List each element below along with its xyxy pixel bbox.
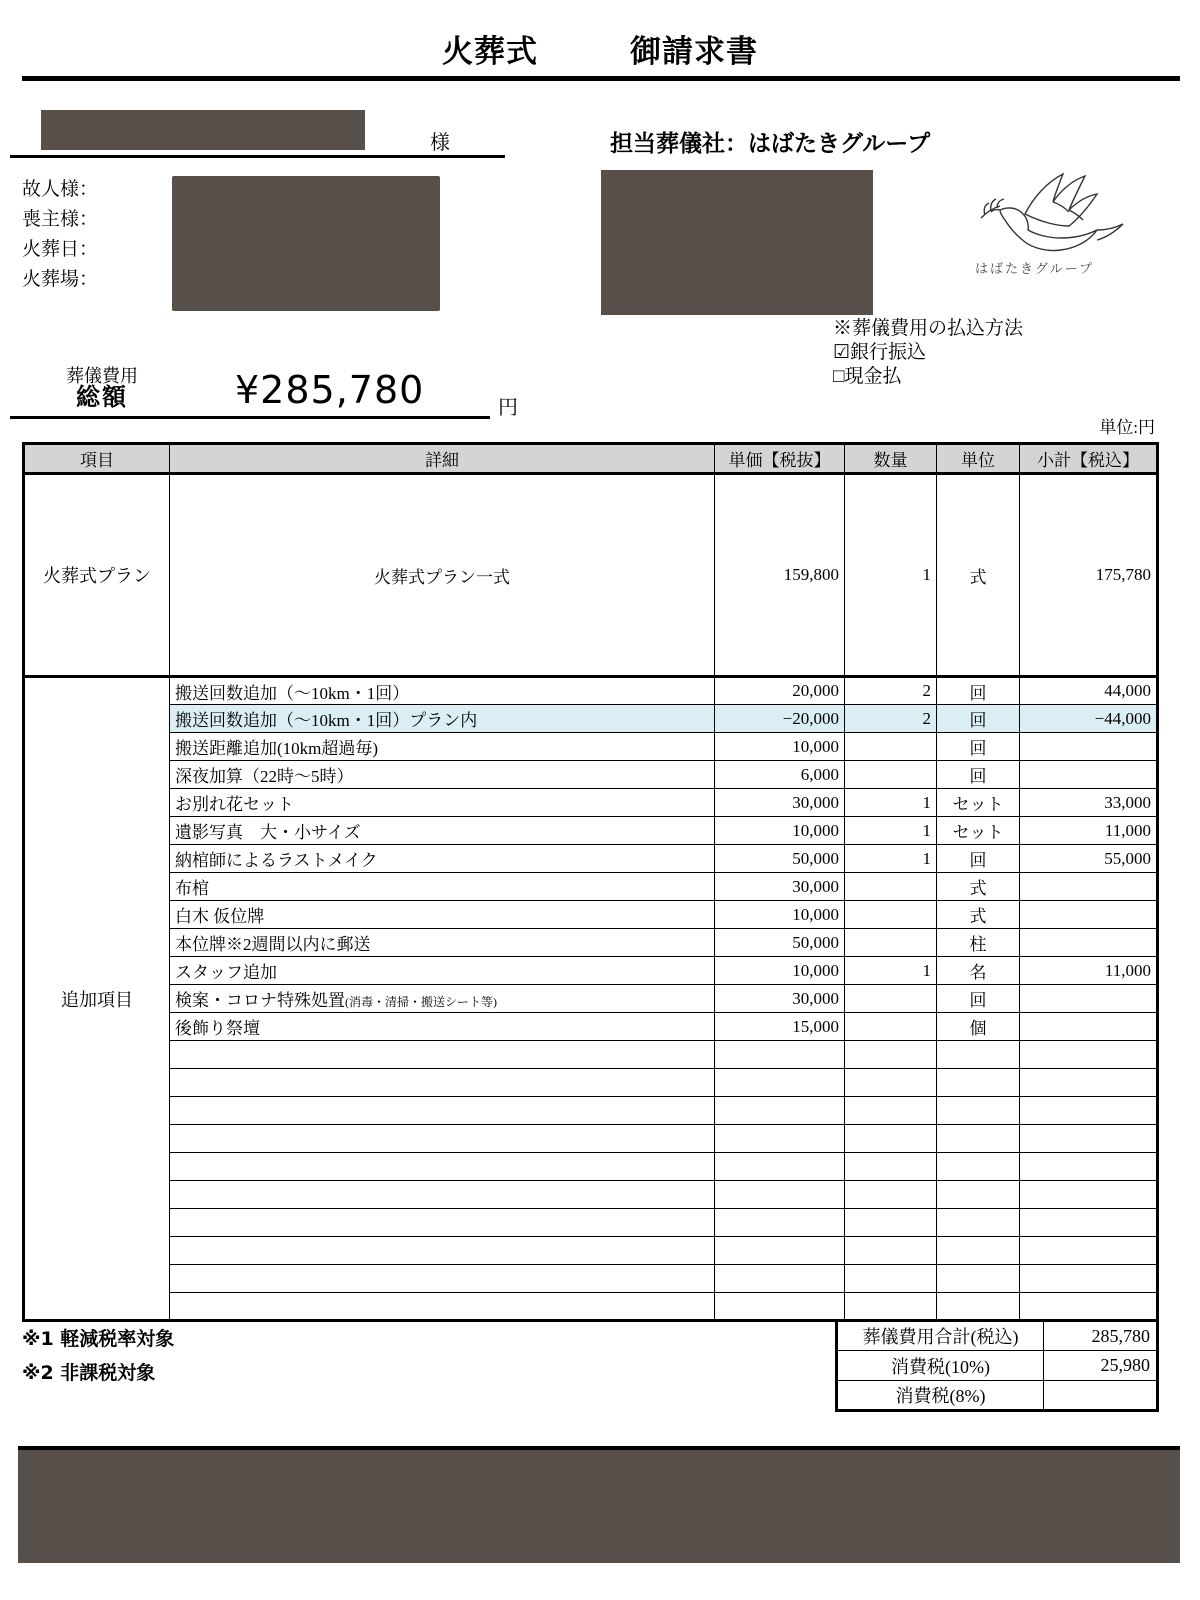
totals-row-tax10 (837, 1351, 1158, 1381)
row-subtotal (1020, 1125, 1158, 1153)
additional-items-category: 追加項目 (24, 677, 170, 1321)
table-row (24, 1041, 1158, 1069)
row-price: 50,000 (715, 845, 845, 873)
table-body (24, 474, 1158, 1321)
row-subtotal: −44,000 (1020, 705, 1158, 733)
row-price: 10,000 (715, 901, 845, 929)
row-unit: 回 (937, 733, 1020, 761)
row-unit (937, 1181, 1020, 1209)
table-row (24, 1125, 1158, 1153)
row-unit: 回 (937, 761, 1020, 789)
row-price (715, 1265, 845, 1293)
deceased-info-redaction (172, 176, 440, 311)
totals-value-grand: 285,780 (1044, 1321, 1158, 1351)
row-quantity (845, 1237, 937, 1265)
grand-total-amount: ¥285,780 (235, 368, 425, 412)
column-header-detail: 詳細 (170, 444, 715, 474)
row-detail (170, 1153, 715, 1181)
row-price: 6,000 (715, 761, 845, 789)
table-row (24, 677, 1158, 705)
row-detail (170, 1209, 715, 1237)
row-subtotal (1020, 1265, 1158, 1293)
totals-value-tax8 (1044, 1381, 1158, 1411)
row-unit (937, 1097, 1020, 1125)
row-quantity (845, 929, 937, 957)
table-row (24, 929, 1158, 957)
plan-subtotal: 175,780 (1020, 474, 1158, 677)
row-price: 30,000 (715, 873, 845, 901)
column-header-price: 単価【税抜】 (715, 444, 845, 474)
row-quantity (845, 733, 937, 761)
row-detail (170, 1181, 715, 1209)
row-quantity: 1 (845, 845, 937, 873)
totals-label-tax8: 消費税(8%) (837, 1381, 1044, 1411)
column-header-unit: 単位 (937, 444, 1020, 474)
checkbox-empty-icon[interactable]: □ (833, 366, 845, 387)
row-subtotal (1020, 761, 1158, 789)
row-subtotal: 11,000 (1020, 817, 1158, 845)
row-price: 50,000 (715, 929, 845, 957)
row-detail (170, 1125, 715, 1153)
row-price: 15,000 (715, 1013, 845, 1041)
row-detail-main: 検案・コロナ特殊処置 (175, 991, 345, 1010)
title-ceremony-type: 火葬式 (442, 34, 538, 69)
totals-table (835, 1319, 1159, 1412)
row-subtotal (1020, 1013, 1158, 1041)
row-subtotal (1020, 1293, 1158, 1321)
row-unit (937, 1041, 1020, 1069)
row-price: 10,000 (715, 817, 845, 845)
row-detail (170, 1237, 715, 1265)
row-unit: 式 (937, 901, 1020, 929)
unit-note: 単位:円 (1099, 418, 1155, 437)
row-subtotal (1020, 1209, 1158, 1237)
table-row (24, 789, 1158, 817)
payment-option-cash-label: 現金払 (844, 366, 902, 387)
payment-method-note: ※葬儀費用の払込方法 (833, 318, 1024, 339)
row-detail: 後飾り祭壇 (170, 1013, 715, 1041)
table-row-plan (24, 474, 1158, 677)
row-unit (937, 1153, 1020, 1181)
row-unit: 個 (937, 1013, 1020, 1041)
label-cremation-date: 火葬日： (22, 239, 99, 260)
row-quantity (845, 1069, 937, 1097)
row-quantity: 2 (845, 677, 937, 705)
row-unit: 回 (937, 705, 1020, 733)
customer-name-redaction (41, 110, 365, 150)
title-document-type: 御請求書 (630, 34, 758, 69)
row-subtotal (1020, 1237, 1158, 1265)
row-subtotal: 55,000 (1020, 845, 1158, 873)
row-subtotal: 33,000 (1020, 789, 1158, 817)
row-subtotal (1020, 733, 1158, 761)
row-unit: セット (937, 817, 1020, 845)
totals-row-tax8 (837, 1381, 1158, 1411)
row-unit: 回 (937, 677, 1020, 705)
row-quantity (845, 1125, 937, 1153)
column-header-subtotal: 小計【税込】 (1020, 444, 1158, 474)
row-subtotal: 44,000 (1020, 677, 1158, 705)
row-price (715, 1237, 845, 1265)
row-price (715, 1153, 845, 1181)
label-deceased: 故人様： (22, 179, 99, 200)
table-row (24, 1265, 1158, 1293)
title-divider (22, 76, 1180, 81)
grand-total-label-small: 葬儀費用 (66, 366, 138, 386)
company-details-redaction (601, 170, 873, 315)
table-row (24, 817, 1158, 845)
table-row (24, 985, 1158, 1013)
row-detail: 布棺 (170, 873, 715, 901)
row-price (715, 1125, 845, 1153)
table-header-row (24, 444, 1158, 474)
row-unit: セット (937, 789, 1020, 817)
payment-option-cash[interactable] (833, 365, 1023, 389)
row-quantity: 1 (845, 817, 937, 845)
table-row (24, 1013, 1158, 1041)
row-price (715, 1209, 845, 1237)
row-subtotal (1020, 1181, 1158, 1209)
totals-label-tax10: 消費税(10%) (837, 1351, 1044, 1381)
row-unit (937, 1265, 1020, 1293)
plan-price: 159,800 (715, 474, 845, 677)
row-quantity (845, 873, 937, 901)
customer-name-underline (10, 155, 505, 158)
footnote-tax-exempt: ※2 非課税対象 (22, 1362, 156, 1384)
table-row (24, 1237, 1158, 1265)
row-price: 30,000 (715, 985, 845, 1013)
row-detail (170, 1097, 715, 1125)
row-detail: 白木 仮位牌 (170, 901, 715, 929)
row-quantity (845, 1181, 937, 1209)
row-subtotal (1020, 1153, 1158, 1181)
row-unit (937, 1125, 1020, 1153)
row-unit: 回 (937, 985, 1020, 1013)
table-row (24, 1209, 1158, 1237)
grand-total-currency-suffix: 円 (498, 397, 518, 419)
totals-value-tax10: 25,980 (1044, 1351, 1158, 1381)
row-price (715, 1181, 845, 1209)
footnotes (22, 1322, 174, 1390)
row-detail (170, 1069, 715, 1097)
row-price: 30,000 (715, 789, 845, 817)
row-subtotal (1020, 873, 1158, 901)
row-detail: 本位牌※2週間以内に郵送 (170, 929, 715, 957)
row-detail (170, 1293, 715, 1321)
row-detail: 遺影写真 大・小サイズ (170, 817, 715, 845)
column-header-item: 項目 (24, 444, 170, 474)
row-quantity (845, 1153, 937, 1181)
row-quantity (845, 1209, 937, 1237)
row-unit: 柱 (937, 929, 1020, 957)
customer-honorific: 様 (430, 132, 450, 154)
table-row (24, 761, 1158, 789)
row-subtotal (1020, 985, 1158, 1013)
row-quantity (845, 1265, 937, 1293)
row-price (715, 1069, 845, 1097)
row-unit (937, 1069, 1020, 1097)
row-quantity: 2 (845, 705, 937, 733)
row-quantity (845, 1293, 937, 1321)
row-detail: スタッフ追加 (170, 957, 715, 985)
row-detail: 深夜加算（22時～5時） (170, 761, 715, 789)
row-quantity (845, 1013, 937, 1041)
row-detail-note: (消毒・清掃・搬送シート等) (345, 995, 497, 1009)
row-unit: 名 (937, 957, 1020, 985)
row-price (715, 1041, 845, 1069)
totals-row-grand (837, 1321, 1158, 1351)
table-row (24, 901, 1158, 929)
plan-unit: 式 (937, 474, 1020, 677)
row-price: 10,000 (715, 957, 845, 985)
row-price (715, 1097, 845, 1125)
table-row (24, 1153, 1158, 1181)
table-row (24, 957, 1158, 985)
payment-option-bank-label: 銀行振込 (850, 342, 927, 363)
row-subtotal: 11,000 (1020, 957, 1158, 985)
grand-total-label-big: 総額 (76, 385, 128, 411)
page-title (0, 26, 1200, 71)
table-row (24, 1097, 1158, 1125)
grand-total-underline (10, 416, 490, 419)
row-unit (937, 1237, 1020, 1265)
row-detail (170, 1265, 715, 1293)
grand-total-label (54, 365, 150, 409)
row-detail (170, 985, 715, 1013)
table-row (24, 873, 1158, 901)
funeral-company-label: 担当葬儀社：はばたきグループ (610, 131, 931, 157)
table-row (24, 1069, 1158, 1097)
invoice-items-table (22, 442, 1159, 1322)
row-subtotal (1020, 929, 1158, 957)
table-row (24, 1181, 1158, 1209)
footer-redaction (18, 1446, 1180, 1563)
row-detail: 搬送回数追加（～10km・1回） (170, 677, 715, 705)
row-quantity (845, 761, 937, 789)
row-subtotal (1020, 1069, 1158, 1097)
table-row (24, 705, 1158, 733)
row-detail: 納棺師によるラストメイク (170, 845, 715, 873)
row-unit (937, 1209, 1020, 1237)
checkbox-checked-icon[interactable]: ☑ (833, 342, 851, 363)
row-subtotal (1020, 901, 1158, 929)
plan-category: 火葬式プラン (24, 474, 170, 677)
table-row (24, 1293, 1158, 1321)
payment-method-block (833, 317, 1023, 389)
row-quantity (845, 1097, 937, 1125)
row-quantity: 1 (845, 789, 937, 817)
row-subtotal (1020, 1097, 1158, 1125)
row-quantity: 1 (845, 957, 937, 985)
row-detail: 搬送距離追加(10km超過毎) (170, 733, 715, 761)
table-row (24, 733, 1158, 761)
row-price: 20,000 (715, 677, 845, 705)
table-row (24, 845, 1158, 873)
label-chief-mourner: 喪主様： (22, 209, 99, 230)
row-quantity (845, 1041, 937, 1069)
row-price: −20,000 (715, 705, 845, 733)
logo-caption: はばたきグループ (975, 262, 1094, 277)
row-unit (937, 1293, 1020, 1321)
row-quantity (845, 901, 937, 929)
deceased-info-labels (22, 175, 98, 295)
totals-label-grand: 葬儀費用合計(税込) (837, 1321, 1044, 1351)
payment-option-bank[interactable] (833, 341, 1023, 365)
row-unit: 式 (937, 873, 1020, 901)
label-crematorium: 火葬場： (22, 269, 99, 290)
plan-quantity: 1 (845, 474, 937, 677)
column-header-quantity: 数量 (845, 444, 937, 474)
row-quantity (845, 985, 937, 1013)
row-detail: 搬送回数追加（～10km・1回）プラン内 (170, 705, 715, 733)
plan-detail: 火葬式プラン一式 (170, 474, 715, 677)
row-detail: お別れ花セット (170, 789, 715, 817)
row-subtotal (1020, 1041, 1158, 1069)
row-unit: 回 (937, 845, 1020, 873)
footnote-reduced-tax: ※1 軽減税率対象 (22, 1328, 175, 1350)
row-price (715, 1293, 845, 1321)
row-price: 10,000 (715, 733, 845, 761)
row-detail (170, 1041, 715, 1069)
